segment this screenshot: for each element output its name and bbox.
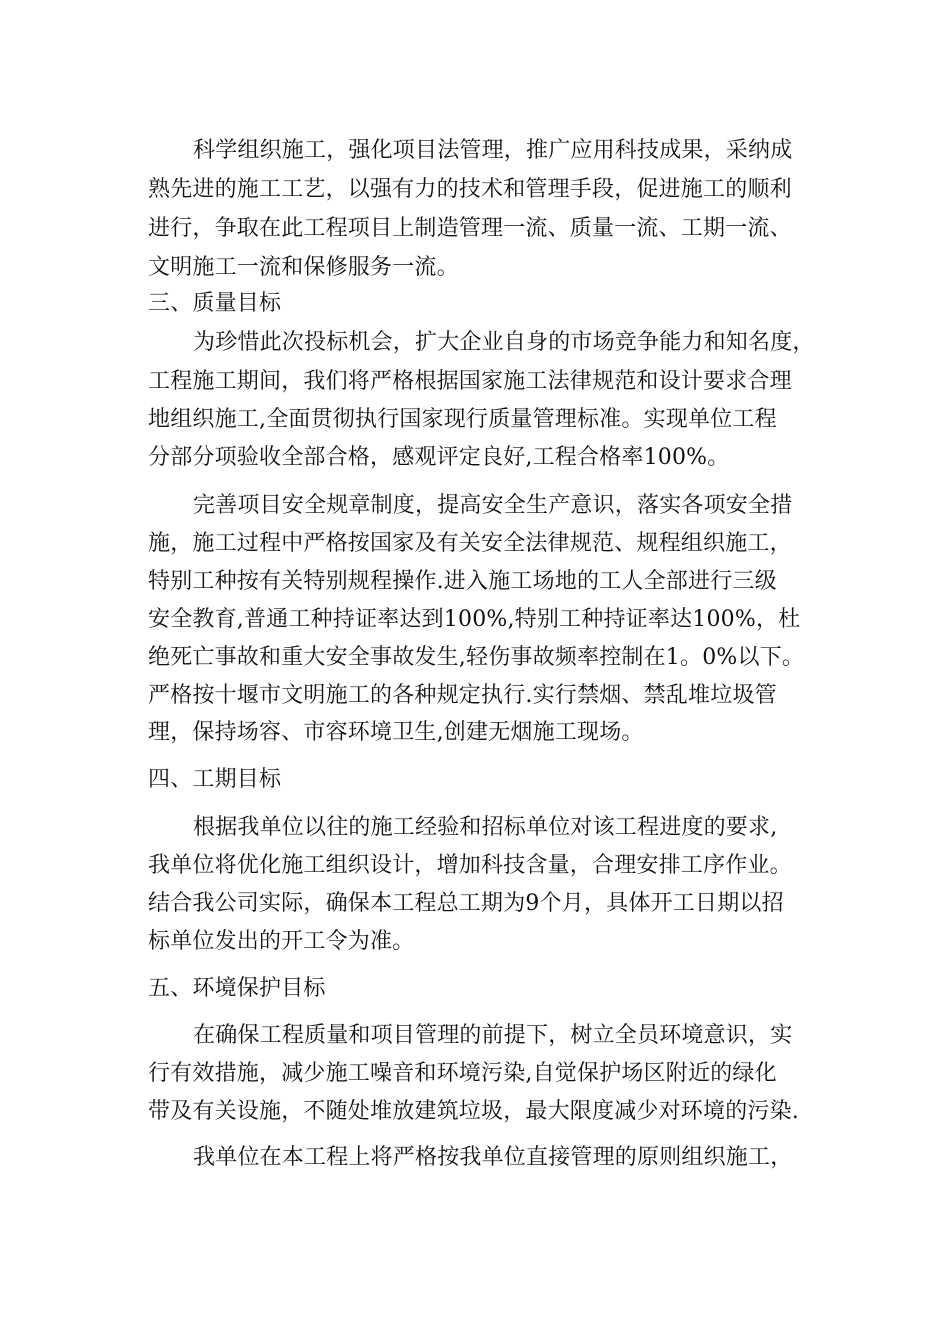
paragraph-line: 我单位将优化施工组织设计，增加科技含量，合理安排工序作业。 — [148, 853, 792, 878]
paragraph-line: 标单位发出的开工令为准。 — [148, 929, 415, 954]
paragraph-line: 为珍惜此次投标机会，扩大企业自身的市场竞争能力和知名度， — [193, 330, 815, 355]
paragraph-line: 完善项目安全规章制度，提高安全生产意识，落实各项安全措 — [193, 493, 793, 518]
paragraph-line: 特别工种按有关特别规程操作.进入施工场地的工人全部进行三级 — [148, 569, 777, 594]
paragraph-line: 科学组织施工，强化项目法管理，推广应用科技成果，采纳成 — [193, 138, 793, 163]
paragraph-line: 行有效措施，减少施工噪音和环境污染,自觉保护场区附近的绿化 — [148, 1061, 777, 1086]
paragraph-line: 地组织施工,全面贯彻执行国家现行质量管理标准。实现单位工程 — [148, 407, 777, 432]
paragraph-line: 我单位在本工程上将严格按我单位直接管理的原则组织施工， — [193, 1145, 793, 1170]
paragraph-line: 分部分项验收全部合格，感观评定良好,工程合格率100%。 — [148, 445, 730, 470]
paragraph-line: 工程施工期间，我们将严格根据国家施工法律规范和设计要求合理 — [148, 369, 792, 394]
paragraph-line: 绝死亡事故和重大安全事故发生,轻伤事故频率控制在1。0%以下。 — [148, 645, 805, 670]
paragraph-line: 根据我单位以往的施工经验和招标单位对该工程进度的要求, — [193, 815, 778, 840]
paragraph-line: 在确保工程质量和项目管理的前提下，树立全员环境意识，实 — [193, 1023, 793, 1048]
paragraph-line: 理，保持场容、市容环境卫生,创建无烟施工现场。 — [148, 720, 644, 745]
section-heading: 五、环境保护目标 — [148, 976, 326, 1001]
paragraph-line: 进行，争取在此工程项目上制造管理一流、质量一流、工期一流、 — [148, 216, 792, 241]
section-heading: 三、质量目标 — [148, 291, 282, 316]
paragraph-line: 带及有关设施，不随处堆放建筑垃圾，最大限度减少对环境的污染. — [148, 1099, 799, 1124]
paragraph-line: 熟先进的施工工艺，以强有力的技术和管理手段，促进施工的顺利 — [148, 177, 792, 202]
paragraph-line: 文明施工一流和保修服务一流。 — [148, 255, 459, 280]
paragraph-line: 施，施工过程中严格按国家及有关安全法律规范、规程组织施工， — [148, 531, 792, 556]
paragraph-line: 严格按十堰市文明施工的各种规定执行.实行禁烟、禁乱堆垃圾管 — [148, 683, 777, 708]
section-heading: 四、工期目标 — [148, 767, 282, 792]
paragraph-line: 结合我公司实际，确保本工程总工期为9个月，具体开工日期以招 — [148, 891, 784, 916]
paragraph-line: 安全教育,普通工种持证率达到100%,特别工种持证率达100%，杜 — [148, 607, 801, 632]
